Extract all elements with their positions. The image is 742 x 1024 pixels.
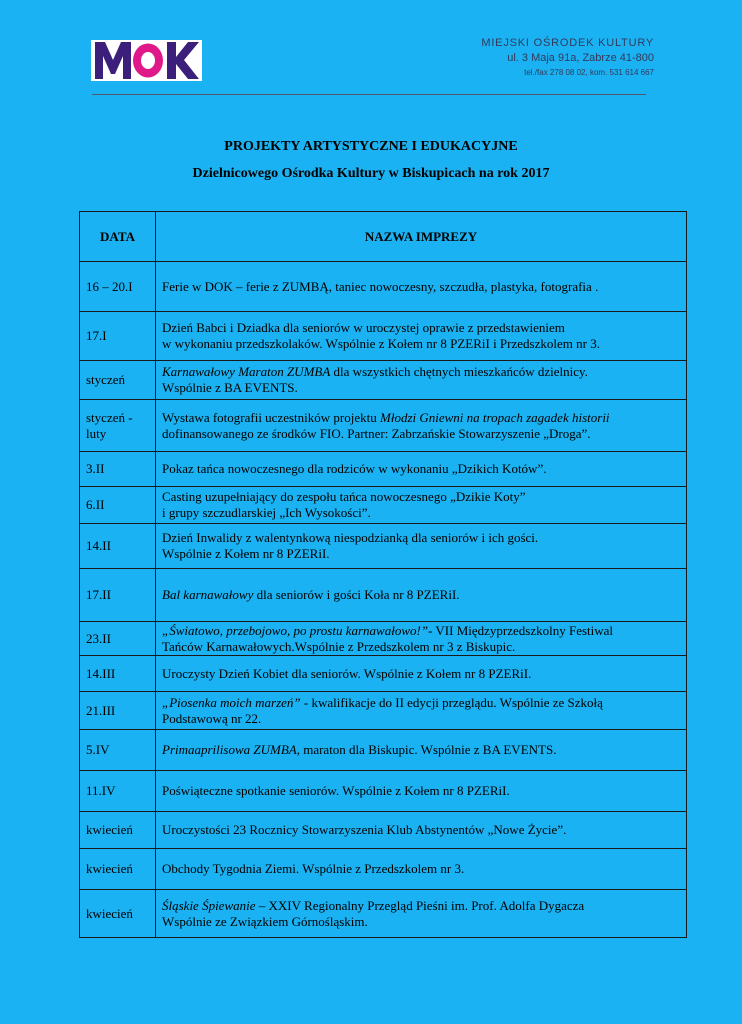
event-text: Obchody Tygodnia Ziemi. Wspólnie z Przedszkolem nr 3. (162, 861, 465, 876)
event-date: 23.II (80, 622, 156, 656)
event-title-italic: Bal karnawałowy (162, 587, 254, 602)
event-title-italic: Śląskie Śpiewanie (162, 897, 256, 913)
table-row (80, 771, 687, 812)
event-title-italic: Karnawałowy Maraton ZUMBA (162, 364, 331, 379)
column-header-event: NAZWA IMPREZY (156, 212, 687, 262)
event-description (156, 730, 687, 771)
event-text: Wystawa fotografii uczestników projektu (162, 409, 380, 425)
table-row (80, 622, 687, 656)
event-text: i grupy szczudlarskiej „Ich Wysokości”. (162, 505, 371, 520)
event-text: Wspólnie z BA EVENTS. (162, 380, 298, 395)
event-text: Tańców Karnawałowych.Wspólnie z Przedszkolem nr 3 z Biskupic. (162, 638, 516, 654)
table-row (80, 524, 687, 569)
event-text: Ferie w DOK – ferie z ZUMBĄ, taniec nowoczesny, szczudła, plastyka, fotografia . (162, 278, 599, 294)
event-date: kwiecień (80, 812, 156, 849)
event-date: 11.IV (80, 771, 156, 812)
event-description (156, 890, 687, 938)
event-date: 5.IV (80, 730, 156, 771)
column-header-date: DATA (80, 212, 156, 262)
event-date: 14.III (80, 656, 156, 692)
event-text: w wykonaniu przedszkolaków. Wspólnie z Kołem nr 8 PZERiI i Przedszkolem nr 3. (162, 336, 600, 351)
table-row (80, 262, 687, 312)
event-text: Wspólnie z Kołem nr 8 PZERiI. (162, 546, 330, 561)
event-title-italic: „Piosenka moich marzeń” (162, 694, 301, 710)
event-description (156, 452, 687, 487)
event-date: 6.II (80, 487, 156, 524)
event-text: dofinansowanego ze środków FIO. Partner: Zabrzańskie Stowarzyszenie „Droga”. (162, 425, 591, 441)
event-text: Dzień Inwalidy z walentynkową niespodzianką dla seniorów i ich gości. (162, 530, 539, 545)
event-text: Uroczystości 23 Rocznicy Stowarzyszenia Klub Abstynentów „Nowe Życie”. (162, 822, 567, 837)
event-description (156, 849, 687, 890)
event-text: Podstawową nr 22. (162, 710, 262, 726)
event-description (156, 524, 687, 569)
table-row (80, 400, 687, 452)
event-description (156, 656, 687, 692)
event-date: styczeń - luty (80, 400, 156, 452)
event-text: , maraton dla Biskupic. Wspólnie z BA EVENTS. (296, 742, 557, 757)
event-text: Poświąteczne spotkanie seniorów. Wspólnie z Kołem nr 8 PZERiI. (162, 783, 510, 798)
event-text: – XXIV Regionalny Przegląd Pieśni im. Prof. Adolfa Dygacza (255, 897, 585, 913)
header-divider (92, 94, 646, 95)
mok-logo (91, 40, 202, 81)
event-date: 21.III (80, 692, 156, 730)
event-text: - VII Międzyprzedszkolny Festiwal (428, 622, 614, 638)
table-row (80, 849, 687, 890)
table-row (80, 730, 687, 771)
event-title-italic: Primaaprilisowa ZUMBA (162, 742, 297, 757)
event-date: 17.II (80, 569, 156, 622)
page-title: PROJEKTY ARTYSTYCZNE I EDUKACYJNE (224, 139, 518, 154)
event-date: 17.I (80, 312, 156, 361)
org-name: MIEJSKI OŚRODEK KULTURY (481, 37, 654, 49)
event-date: styczeń (80, 361, 156, 400)
event-description (156, 400, 687, 452)
event-text: dla seniorów i gości Koła nr 8 PZERiI. (253, 587, 460, 602)
event-description (156, 771, 687, 812)
event-text: - kwalifikacje do II edycji przeglądu. Wspólnie ze Szkołą (300, 694, 603, 710)
table-row (80, 569, 687, 622)
table-header-row (80, 212, 687, 262)
event-description (156, 692, 687, 730)
table-row (80, 890, 687, 938)
event-text: Wspólnie ze Związkiem Górnośląskim. (162, 913, 368, 929)
event-date: 14.II (80, 524, 156, 569)
event-text: Uroczysty Dzień Kobiet dla seniorów. Wspólnie z Kołem nr 8 PZERiI. (162, 665, 532, 681)
table-row (80, 452, 687, 487)
event-date: 3.II (80, 452, 156, 487)
event-text: dla wszystkich chętnych mieszkańców dzielnicy. (330, 364, 588, 379)
events-table (79, 211, 687, 938)
event-date: kwiecień (80, 890, 156, 938)
org-address: ul. 3 Maja 91a, Zabrze 41-800 (507, 52, 654, 64)
event-title-italic: Młodzi Gniewni na tropach zagadek historii (380, 409, 610, 425)
event-text: Dzień Babci i Dziadka dla seniorów w uroczystej oprawie z przedstawieniem (162, 320, 565, 335)
event-description (156, 487, 687, 524)
event-description (156, 569, 687, 622)
table-row (80, 361, 687, 400)
organization-info (481, 36, 654, 80)
event-description (156, 812, 687, 849)
table-row (80, 487, 687, 524)
event-text: Casting uzupełniający do zespołu tańca nowoczesnego „Dzikie Koty” (162, 489, 526, 504)
event-description (156, 361, 687, 400)
event-description (156, 262, 687, 312)
table-row (80, 812, 687, 849)
table-row (80, 656, 687, 692)
page-subtitle: Dzielnicowego Ośrodka Kultury w Biskupicach na rok 2017 (192, 166, 550, 181)
table-row (80, 692, 687, 730)
event-title-italic: „Światowo, przebojowo, po prostu karnawałowo!” (162, 622, 429, 638)
event-text: Pokaz tańca nowoczesnego dla rodziców w wykonaniu „Dzikich Kotów”. (162, 461, 547, 476)
table-row (80, 312, 687, 361)
event-description (156, 622, 687, 656)
event-date: kwiecień (80, 849, 156, 890)
org-phone: tel./fax 278 08 02, kom. 531 614 667 (524, 68, 654, 77)
event-description (156, 312, 687, 361)
event-date: 16 – 20.I (80, 262, 156, 312)
